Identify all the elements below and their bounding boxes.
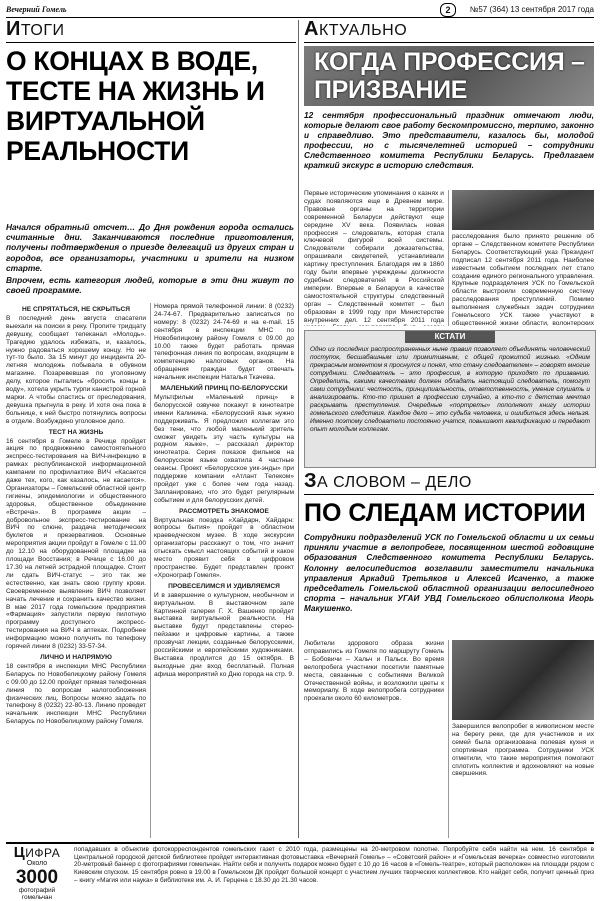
rubric-text: ИФРА <box>25 846 61 860</box>
subheading-wonder: ПРОВЕСЕЛИМСЯ И УДИВЛЯЕМСЯ <box>168 582 280 590</box>
article-text: Виртуальная поездка «Хайдарн, Хайдарн: вопросы бытия» пройдет в областном краеведческом музее. В ходе экскурсии организаторы расскажут о том, что значит отыскать смысл настоящих событий и какое место проявит себя в цифровом пространстве. Будет представлен проект «Хронограф Гомеля». <box>154 516 294 579</box>
article-text: В последний день августа спасатели выехали на поиски в реку. Пропите тридцату девушку, сообщает телеканал «Молодь». Трагедию удалось избежать, и, казалось, нужно радоваться хорошему концу. Но не тут-то было. За 15 минут до инцидента 20-летняя молодежь побывала в обувном магазине. Позаревевшая по уголовному делу, которое пытались «бросить концы в воду», хотела укрыть турпи канистрой горной марки. А чтобы спастись от преследования, девушка прыгнула в реку. И хотя она пока в больнице, к ней быстро потянулись вопросы в отделе. Возбуждено уголовное дело. <box>6 314 146 425</box>
bottom-article-headline[interactable]: ПО СЛЕДАМ ИСТОРИИ <box>304 499 586 527</box>
investigator-portrait <box>452 190 594 230</box>
cifra-label <box>6 844 68 901</box>
right-column-2 <box>452 190 594 326</box>
article-text: 18 сентября в инспекции МНС Республики Беларусь по Новобелицкому району Гомеля с 09.00 до 12.00 пройдет прямая телефонная линия по вопросам налогообложения физических лиц. Вопросы можно задать по телефону 8 (0232) 22-80-13. Линию проведет начальник инспекции МНС Республики Беларусь по Новобелицкому району Гомеля. <box>6 662 146 726</box>
article-text: Мультфильм «Маленький принц» в белорусской озвучке покажут в кинотеатре имени Калинина. «Белорусский язык нужно поддерживать. Я предложил коллегам это без тени, что любой маленький зритель сможет увидеть эту часть культуры на родном языке», – рассказал директор кинотеатра. Серия показов фильмов на белорусском языке охватила 4 частные сеансы. Проект «Белорусское уик-энды» при поддержке компании «Атлант Телеком» пройдет уже с более чем года назад. Запланировано, что это будет регулярным событием и для белорусских детей. <box>154 393 294 504</box>
bottom-column-1: Любители здорового образа жизни отправились из Гомеля по маршруту Гомель – Бобовичи – Хальч и Пальск. Во время велопробега участники посетили памятные места, связанные с событиями Великой Отечественной войны, и возложили цветы к мемориалу. В ходе велопробега сотрудники проехали около 60 километров. <box>304 640 444 703</box>
right-article-headline[interactable]: КОГДА ПРОФЕССИЯ – ПРИЗВАНИЕ <box>314 48 585 104</box>
left-article-rubric <box>6 20 296 43</box>
cifra-approx: Около <box>26 860 48 867</box>
issue-info: №57 (364) 13 сентября 2017 года <box>469 5 594 14</box>
column-divider <box>448 640 449 838</box>
subheading-life-test: ТЕСТ НА ЖИЗНЬ <box>48 428 104 436</box>
cifra-caption: фотографий гомельчан <box>18 887 56 901</box>
rubric-initial: Ц <box>13 844 26 861</box>
left-article-lead <box>6 222 294 295</box>
bike-ride-photo <box>452 640 594 720</box>
bottom-column-2 <box>452 640 594 840</box>
subheading-direct: ЛИЧНО И НАПРЯМУЮ <box>40 653 112 661</box>
article-text: И в завершение о культурном, необычном и виртуальном. В выставочном зале Картинной галереи Г. Х. Вашенко пройдет выставка виртуальной реальности. На выставке будут представлены стерео-пейзажи и цифровые картины, а также прозвучат лекции, созданные белорусскими, российскими и европейскими художниками. Выставка продлится до 15 октября. В выходные дни вход бесплатный. Полная афиша мероприятий ко Дню города на стр. 9. <box>154 591 294 678</box>
masthead-brand[interactable]: Вечерний Гомель <box>6 5 67 14</box>
subheading-little-prince: МАЛЕНЬКИЙ ПРИНЦ ПО-БЕЛОРУССКИ <box>160 385 288 393</box>
rubric-text: КТУАЛЬНО <box>318 22 408 39</box>
left-article-headline[interactable]: О КОНЦАХ В ВОДЕ, ТЕСТЕ НА ЖИЗНЬ И ВИРТУАЛЬНОЙ РЕАЛЬНОСТИ <box>6 46 265 166</box>
subheading-familiar: РАССМОТРЕТЬ ЗНАКОМОЕ <box>179 507 269 515</box>
rubric-text: А СЛОВОМ – ДЕЛО <box>317 474 472 491</box>
bottom-article-rubric <box>304 472 594 495</box>
kstati-title: КСТАТИ <box>405 331 495 343</box>
right-article-lead: 12 сентября профессиональный праздник отмечают люди, которые делают свое работу бескомпромиссно, терпимо, законно и справедливо. Это представители, казалось бы, молодой профессии, но с тысячелетней историей – сотрудники Следственного комитета Республики Беларусь. Предлагаем краткий экскурс в историю следствия. <box>304 110 594 170</box>
section-divider <box>6 842 594 844</box>
left-column <box>6 303 146 893</box>
kstati-box <box>304 330 596 468</box>
column-divider <box>150 303 151 838</box>
cifra-text: попадавших в объектив фотокорреспондентов гомельских газет с 2010 года, размещены на 20-метровом полотне. Попробуйте себя найти на нем. 16 сентября в Центральной городской детской библиотеке пройдет интерактивная фотовыставка «Вечерний Гомель» – «Советский район» и «Гомельская вечерка» совместно изготовили 20-метровый баннер с фотографиями гомельчан. Найти себя и получить подарок можно будет с 10 до 16 часов в «Гомель-театре», который расположен на площади рядом с Киевским спуском. 15 сентября ровно в 19.00 в Гомельском ДК пройдет большой концерт с участием лучших творческих коллективов. Кто найдет себя, получит ценный приз – книгу «Магия или наука» в библиотеке им. А. И. Герцена с 18.30 до 21.30 часов. <box>74 846 594 884</box>
right-article-headline-box <box>304 46 594 106</box>
right-column-1: Первые исторические упоминания о казнях и судах появляются еще в Древнем мире. Правовые органы на территории современной Беларуси действуют еще середине XV века. Появилась новая профессия – следователь, которая стала ключевой фигурой всей системы. Следователи собирали доказательства, опрашивали свидетелей, устанавливали картину преступления. Благодаря им в 1860 году были впервые учреждены должности судебных следователей в Российской империи. Впервые в Беларуси в качестве самостоятельной структуры следственный орган – Следственный комитет – был образован в 1999 году при Министерстве внутренних дел. 12 сентября 2011 года <box>304 190 444 324</box>
masthead <box>6 3 594 18</box>
article-text: Номера прямой телефонной линии: 8 (0232) 24-74-67. Предварительно записаться по номеру: 8 (0232) 24-74-69 и на e-mail. 15 сентября в инспекции МНС по Новобелицкому району Гомеля с 09.00 до 10.00 также будет работать прямая телефонная линия по вопросам, входящим в компетенцию налоговых органов. На обращения граждан будет отвечать начальник инспекции Наталья Ткачева. <box>154 303 294 382</box>
article-text: расследования было принято решение об органе – Следственном комитете Республики Беларусь. Соответствующий указ Президент подписал 12 сентября 2011 года. Наиболее известным событием последних лет стало создание единого регионального управления. Крупные подразделения УСК по Гомельской области выстроили современную систему расследования преступлений. Помимо выполнения служебных задач сотрудники Гомельского УСК также участвуют в общественной жизни области, волонтерских <box>452 233 594 326</box>
right-article-rubric <box>304 20 594 43</box>
middle-column <box>154 303 294 838</box>
column-divider <box>448 190 449 326</box>
cifra-number: 3000 <box>15 867 59 888</box>
lead-paragraph-1: Начался обратный отсчет… До Дня рождения города остались считанные дни. Заканчиваются последние приготовления, получены подтверждения о приезде делегаций из других стран и городов, все организаторы, участники и зрители на низком старте. <box>6 222 294 273</box>
rubric-text: ТОГИ <box>20 22 65 39</box>
subheading-hide: НЕ СПРЯТАТЬСЯ, НЕ СКРЫТЬСЯ <box>21 306 130 313</box>
rubric-initial: И <box>6 18 21 40</box>
bottom-article-lead: Сотрудники подразделений УСК по Гомельской области и их семьи приняли участие в велопробеге, посвященном шестой годовщине образования Следственного комитета Республики Беларусь. Колонну велосипедистов возглавили заместители начальника управления Аркадий Третьяков и Алексей Исаченко, а также председатель Гомельской областной организации велосипедного спорта – начальник УГАИ УВД Гомельского облисполкома Игорь Макушенко. <box>304 533 594 614</box>
article-text: Завершился велопробег в живописном месте на берегу реки, где для участников и их семей была организована полевая кухня и спортивная программа. Сотрудники УСК отметили, что такие мероприятия помогают сплотить коллектив и вдохновляют на новые свершения. <box>452 723 594 778</box>
page-divider <box>298 20 299 838</box>
article-text: 16 сентября в Гомеле в Речице пройдет акция по продвижению самостоятельного экспресс-тестирования на ВИЧ-инфекцию в рамках республиканской информационной кампании по профилактике ВИЧ «Касается даже тех, кого, как казалось, не касается». Организаторы – Гомельский областной центр гигиены, эпидемиологии и общественного здоровья, общественное объединение «Встреча». В программе акции – добровольное экспресс-тестирование на ВИЧ по слюне, раздача методических буклетов и презервативов. Основные мероприятия акции пройдут в Гомеле с 11.00 до 12.10 на оборудованной площадке на площади Восстания; в Речице с 16.00 до 17.30 на летней эстрадной площадке. Стоит ли сдать ВИЧ-статус – это так же естественно, как знать свою группу крови. Своевременное выявление ВИЧ позволяет начать лечение и сохранить качество жизни. В мае 2017 года гомельские предприятия «Фармация» запустили первую пилотную программу доступного экспресс-тестирования на ВИЧ в аптеках. Подробнее информацию можно получить по телефону горячей линии 8 (0232) 33-57-34. <box>6 437 146 651</box>
rubric-initial: З <box>304 470 318 492</box>
lead-paragraph-2: Впрочем, есть категория людей, которые в эти дни живут по своей программе. <box>6 275 294 296</box>
rubric-initial: А <box>304 18 319 40</box>
kstati-text: Одно из последних распространенных ныне правил позволяет объединять человеческий поступок, бесшабашным или примитивным, с общей прожитой жизнью. «Одним прекрасным моментом я проснулся и понял, что стану следователем» – говорят многие сотрудники. Следователь – это профессия, в которую приходят по призванию. Определить, какими качествами должен обладать настоящий следователь, помогут сами сотрудники: честность, принципиальность, ответственность, умение слушать и анализировать. Кто-то пришел в профессию случайно, а кто-то с детства мечтал раскрывать преступления. Очередные «портреты» пополняют книгу истории гомельского следствия. Каждое дело – это судьба человека, и ошибиться здесь нельзя. Именно поэтому следователи постоянно учатся, повышают квалификацию и передают опыт молодым коллегам. <box>310 346 590 433</box>
page-number: 2 <box>440 3 456 17</box>
